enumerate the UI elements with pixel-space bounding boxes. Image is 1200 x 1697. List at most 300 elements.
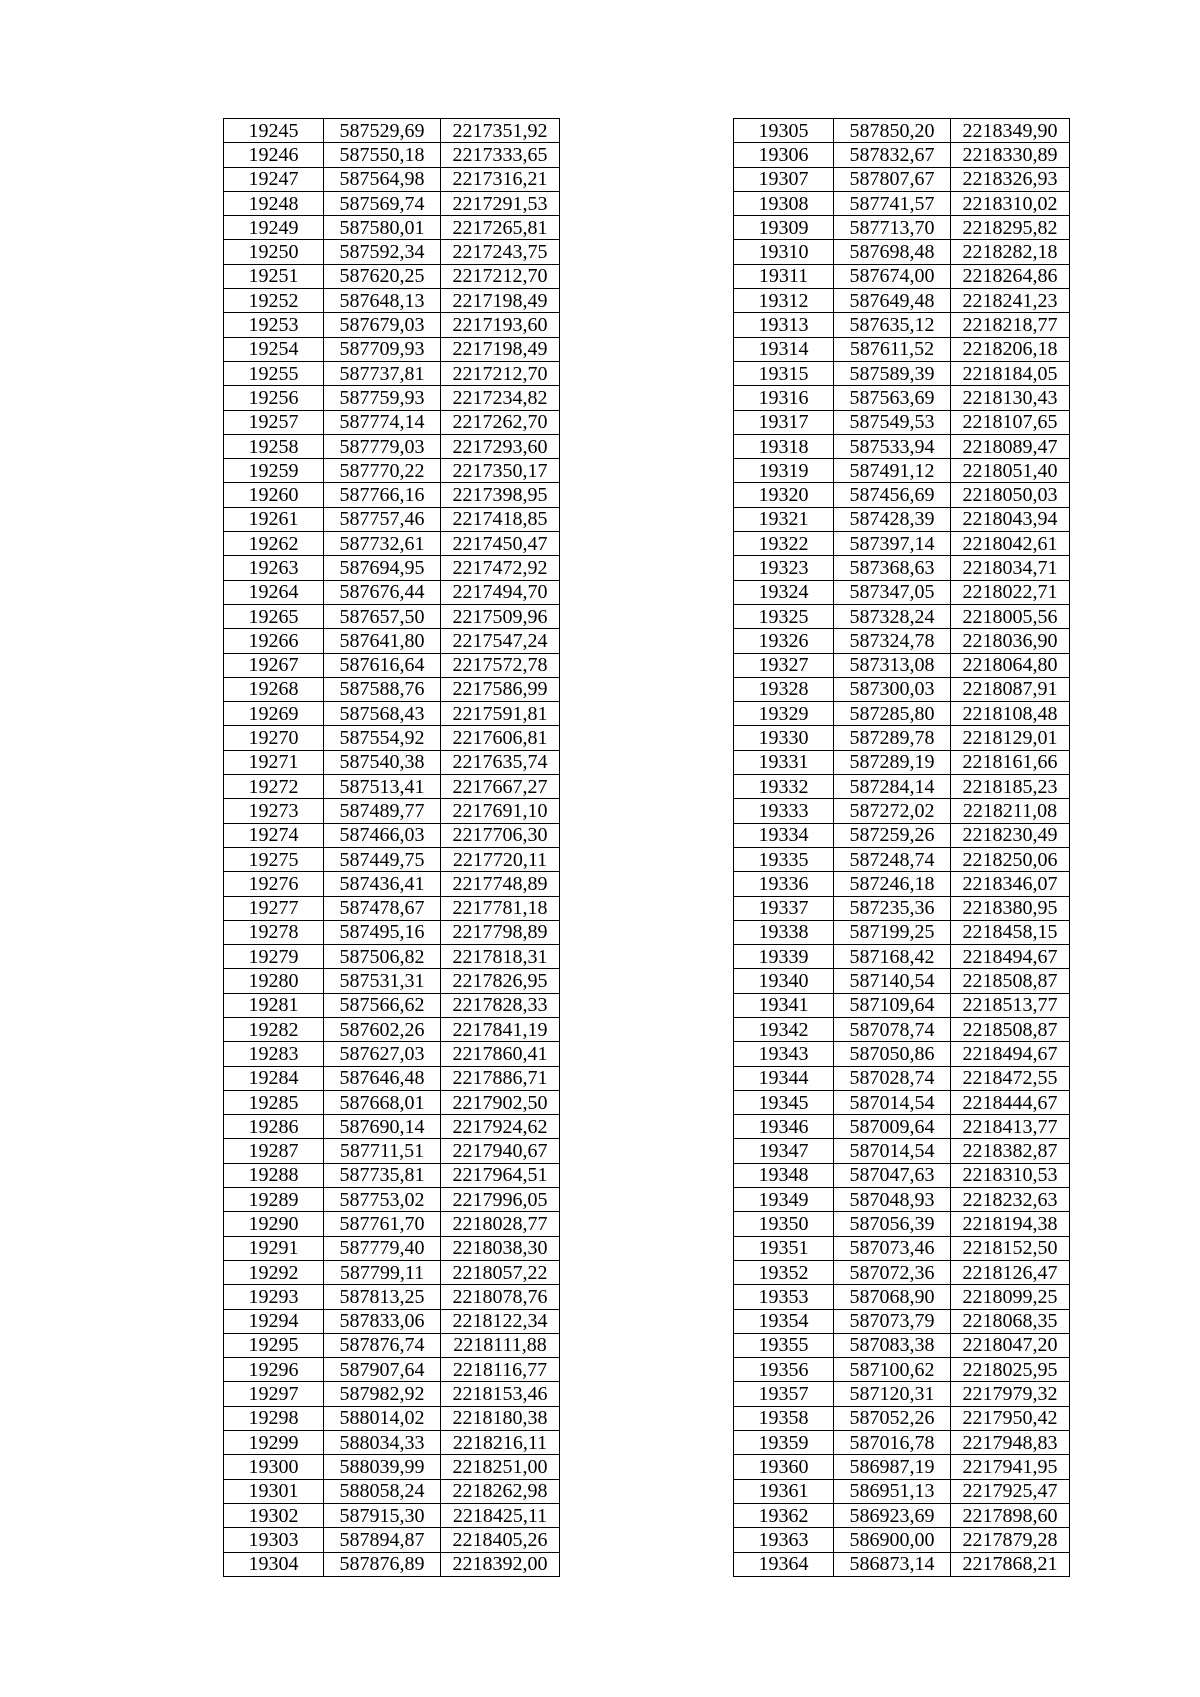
point-id-cell: 19273 xyxy=(224,799,324,823)
y-coordinate-cell: 2217350,17 xyxy=(441,459,560,483)
y-coordinate-cell: 2217781,18 xyxy=(441,896,560,920)
y-coordinate-cell: 2217940,67 xyxy=(441,1139,560,1163)
x-coordinate-cell: 587732,61 xyxy=(324,532,441,556)
table-row xyxy=(224,1188,560,1212)
point-id-cell: 19270 xyxy=(224,726,324,750)
x-coordinate-cell: 588039,99 xyxy=(324,1455,441,1479)
table-row xyxy=(224,337,560,361)
x-coordinate-cell: 587876,74 xyxy=(324,1333,441,1357)
y-coordinate-cell: 2218513,77 xyxy=(951,993,1070,1017)
point-id-cell: 19342 xyxy=(734,1017,834,1041)
point-id-cell: 19246 xyxy=(224,143,324,167)
y-coordinate-cell: 2218051,40 xyxy=(951,459,1070,483)
table-row xyxy=(734,1406,1070,1430)
point-id-cell: 19250 xyxy=(224,240,324,264)
y-coordinate-cell: 2217841,19 xyxy=(441,1017,560,1041)
point-id-cell: 19336 xyxy=(734,872,834,896)
table-row xyxy=(734,629,1070,653)
table-row xyxy=(734,653,1070,677)
y-coordinate-cell: 2218047,20 xyxy=(951,1333,1070,1357)
point-id-cell: 19341 xyxy=(734,993,834,1017)
table-row xyxy=(734,1503,1070,1527)
point-id-cell: 19257 xyxy=(224,410,324,434)
point-id-cell: 19357 xyxy=(734,1382,834,1406)
x-coordinate-cell: 587566,62 xyxy=(324,993,441,1017)
x-coordinate-cell: 587052,26 xyxy=(834,1406,951,1430)
table-row xyxy=(734,799,1070,823)
y-coordinate-cell: 2217979,32 xyxy=(951,1382,1070,1406)
x-coordinate-cell: 587050,86 xyxy=(834,1042,951,1066)
y-coordinate-cell: 2218392,00 xyxy=(441,1552,560,1576)
table-row xyxy=(224,920,560,944)
table-row xyxy=(734,1017,1070,1041)
y-coordinate-cell: 2217450,47 xyxy=(441,532,560,556)
table-row xyxy=(734,1309,1070,1333)
y-coordinate-cell: 2218218,77 xyxy=(951,313,1070,337)
y-coordinate-cell: 2218444,67 xyxy=(951,1090,1070,1114)
x-coordinate-cell: 587120,31 xyxy=(834,1382,951,1406)
table-row xyxy=(224,799,560,823)
y-coordinate-cell: 2217868,21 xyxy=(951,1552,1070,1576)
y-coordinate-cell: 2218472,55 xyxy=(951,1066,1070,1090)
point-id-cell: 19312 xyxy=(734,289,834,313)
y-coordinate-cell: 2217586,99 xyxy=(441,677,560,701)
x-coordinate-cell: 587272,02 xyxy=(834,799,951,823)
table-row xyxy=(734,556,1070,580)
y-coordinate-cell: 2218382,87 xyxy=(951,1139,1070,1163)
y-coordinate-cell: 2218494,67 xyxy=(951,1042,1070,1066)
table-row xyxy=(734,1066,1070,1090)
point-id-cell: 19258 xyxy=(224,434,324,458)
x-coordinate-cell: 587549,53 xyxy=(834,410,951,434)
point-id-cell: 19254 xyxy=(224,337,324,361)
x-coordinate-cell: 587554,92 xyxy=(324,726,441,750)
x-coordinate-cell: 587711,51 xyxy=(324,1139,441,1163)
point-id-cell: 19361 xyxy=(734,1479,834,1503)
table-row xyxy=(224,1260,560,1284)
x-coordinate-cell: 587289,19 xyxy=(834,750,951,774)
table-row xyxy=(224,240,560,264)
x-coordinate-cell: 587774,14 xyxy=(324,410,441,434)
x-coordinate-cell: 587285,80 xyxy=(834,702,951,726)
point-id-cell: 19296 xyxy=(224,1358,324,1382)
point-id-cell: 19356 xyxy=(734,1358,834,1382)
point-id-cell: 19339 xyxy=(734,945,834,969)
table-row xyxy=(734,264,1070,288)
table-row xyxy=(734,847,1070,871)
x-coordinate-cell: 587698,48 xyxy=(834,240,951,264)
y-coordinate-cell: 2217706,30 xyxy=(441,823,560,847)
y-coordinate-cell: 2217667,27 xyxy=(441,775,560,799)
x-coordinate-cell: 587766,16 xyxy=(324,483,441,507)
x-coordinate-cell: 587592,34 xyxy=(324,240,441,264)
x-coordinate-cell: 587807,67 xyxy=(834,167,951,191)
x-coordinate-cell: 587674,00 xyxy=(834,264,951,288)
point-id-cell: 19316 xyxy=(734,386,834,410)
x-coordinate-cell: 587313,08 xyxy=(834,653,951,677)
point-id-cell: 19343 xyxy=(734,1042,834,1066)
point-id-cell: 19307 xyxy=(734,167,834,191)
y-coordinate-cell: 2217635,74 xyxy=(441,750,560,774)
x-coordinate-cell: 586987,19 xyxy=(834,1455,951,1479)
point-id-cell: 19284 xyxy=(224,1066,324,1090)
table-row xyxy=(734,1333,1070,1357)
point-id-cell: 19319 xyxy=(734,459,834,483)
point-id-cell: 19251 xyxy=(224,264,324,288)
y-coordinate-cell: 2218405,26 xyxy=(441,1528,560,1552)
x-coordinate-cell: 587753,02 xyxy=(324,1188,441,1212)
y-coordinate-cell: 2218295,82 xyxy=(951,216,1070,240)
point-id-cell: 19265 xyxy=(224,604,324,628)
x-coordinate-cell: 587569,74 xyxy=(324,191,441,215)
table-row xyxy=(224,1212,560,1236)
table-row xyxy=(224,896,560,920)
x-coordinate-cell: 587550,18 xyxy=(324,143,441,167)
table-row xyxy=(224,361,560,385)
y-coordinate-cell: 2217262,70 xyxy=(441,410,560,434)
table-row xyxy=(224,386,560,410)
y-coordinate-cell: 2218078,76 xyxy=(441,1285,560,1309)
point-id-cell: 19289 xyxy=(224,1188,324,1212)
x-coordinate-cell: 587602,26 xyxy=(324,1017,441,1041)
point-id-cell: 19330 xyxy=(734,726,834,750)
point-id-cell: 19350 xyxy=(734,1212,834,1236)
point-id-cell: 19332 xyxy=(734,775,834,799)
x-coordinate-cell: 587709,93 xyxy=(324,337,441,361)
point-id-cell: 19351 xyxy=(734,1236,834,1260)
x-coordinate-cell: 587489,77 xyxy=(324,799,441,823)
y-coordinate-cell: 2218152,50 xyxy=(951,1236,1070,1260)
y-coordinate-cell: 2218068,35 xyxy=(951,1309,1070,1333)
x-coordinate-cell: 587072,36 xyxy=(834,1260,951,1284)
table-row xyxy=(734,1455,1070,1479)
point-id-cell: 19271 xyxy=(224,750,324,774)
table-row xyxy=(224,775,560,799)
y-coordinate-cell: 2217212,70 xyxy=(441,264,560,288)
y-coordinate-cell: 2218326,93 xyxy=(951,167,1070,191)
table-row xyxy=(734,532,1070,556)
point-id-cell: 19274 xyxy=(224,823,324,847)
y-coordinate-cell: 2217898,60 xyxy=(951,1503,1070,1527)
x-coordinate-cell: 586951,13 xyxy=(834,1479,951,1503)
point-id-cell: 19249 xyxy=(224,216,324,240)
y-coordinate-cell: 2217212,70 xyxy=(441,361,560,385)
point-id-cell: 19291 xyxy=(224,1236,324,1260)
table-row xyxy=(224,1333,560,1357)
y-coordinate-cell: 2218089,47 xyxy=(951,434,1070,458)
y-coordinate-cell: 2218262,98 xyxy=(441,1479,560,1503)
x-coordinate-cell: 587779,03 xyxy=(324,434,441,458)
table-row xyxy=(734,1285,1070,1309)
point-id-cell: 19344 xyxy=(734,1066,834,1090)
x-coordinate-cell: 587894,87 xyxy=(324,1528,441,1552)
point-id-cell: 19292 xyxy=(224,1260,324,1284)
y-coordinate-cell: 2218111,88 xyxy=(441,1333,560,1357)
y-coordinate-cell: 2217494,70 xyxy=(441,580,560,604)
y-coordinate-cell: 2217924,62 xyxy=(441,1115,560,1139)
table-row xyxy=(224,1503,560,1527)
y-coordinate-cell: 2217720,11 xyxy=(441,847,560,871)
table-row xyxy=(734,1188,1070,1212)
x-coordinate-cell: 587770,22 xyxy=(324,459,441,483)
point-id-cell: 19290 xyxy=(224,1212,324,1236)
x-coordinate-cell: 587259,26 xyxy=(834,823,951,847)
y-coordinate-cell: 2217879,28 xyxy=(951,1528,1070,1552)
y-coordinate-cell: 2218180,38 xyxy=(441,1406,560,1430)
y-coordinate-cell: 2218057,22 xyxy=(441,1260,560,1284)
x-coordinate-cell: 587056,39 xyxy=(834,1212,951,1236)
x-coordinate-cell: 587248,74 xyxy=(834,847,951,871)
table-row xyxy=(734,750,1070,774)
y-coordinate-cell: 2218129,01 xyxy=(951,726,1070,750)
y-coordinate-cell: 2217418,85 xyxy=(441,507,560,531)
y-coordinate-cell: 2218099,25 xyxy=(951,1285,1070,1309)
y-coordinate-cell: 2218508,87 xyxy=(951,1017,1070,1041)
x-coordinate-cell: 587540,38 xyxy=(324,750,441,774)
x-coordinate-cell: 587073,46 xyxy=(834,1236,951,1260)
x-coordinate-cell: 587850,20 xyxy=(834,119,951,143)
point-id-cell: 19328 xyxy=(734,677,834,701)
y-coordinate-cell: 2217198,49 xyxy=(441,337,560,361)
x-coordinate-cell: 588058,24 xyxy=(324,1479,441,1503)
point-id-cell: 19317 xyxy=(734,410,834,434)
table-row xyxy=(224,604,560,628)
x-coordinate-cell: 587449,75 xyxy=(324,847,441,871)
table-row xyxy=(224,556,560,580)
table-row xyxy=(224,507,560,531)
y-coordinate-cell: 2218349,90 xyxy=(951,119,1070,143)
y-coordinate-cell: 2218184,05 xyxy=(951,361,1070,385)
point-id-cell: 19355 xyxy=(734,1333,834,1357)
table-row xyxy=(224,1066,560,1090)
y-coordinate-cell: 2218064,80 xyxy=(951,653,1070,677)
point-id-cell: 19261 xyxy=(224,507,324,531)
y-coordinate-cell: 2218038,30 xyxy=(441,1236,560,1260)
table-row xyxy=(734,1431,1070,1455)
point-id-cell: 19264 xyxy=(224,580,324,604)
point-id-cell: 19329 xyxy=(734,702,834,726)
x-coordinate-cell: 587048,93 xyxy=(834,1188,951,1212)
x-coordinate-cell: 587083,38 xyxy=(834,1333,951,1357)
table-row xyxy=(734,289,1070,313)
point-id-cell: 19283 xyxy=(224,1042,324,1066)
y-coordinate-cell: 2217902,50 xyxy=(441,1090,560,1114)
table-row xyxy=(224,1285,560,1309)
x-coordinate-cell: 587735,81 xyxy=(324,1163,441,1187)
y-coordinate-cell: 2217886,71 xyxy=(441,1066,560,1090)
point-id-cell: 19262 xyxy=(224,532,324,556)
x-coordinate-cell: 587016,78 xyxy=(834,1431,951,1455)
table-row xyxy=(224,653,560,677)
table-row xyxy=(224,1455,560,1479)
point-id-cell: 19300 xyxy=(224,1455,324,1479)
table-row xyxy=(734,459,1070,483)
x-coordinate-cell: 587616,64 xyxy=(324,653,441,677)
x-coordinate-cell: 587028,74 xyxy=(834,1066,951,1090)
x-coordinate-cell: 587635,12 xyxy=(834,313,951,337)
table-row xyxy=(224,1382,560,1406)
coordinates-table-right xyxy=(733,118,1070,1577)
point-id-cell: 19335 xyxy=(734,847,834,871)
table-row xyxy=(224,1358,560,1382)
point-id-cell: 19338 xyxy=(734,920,834,944)
table-row xyxy=(224,264,560,288)
y-coordinate-cell: 2217333,65 xyxy=(441,143,560,167)
x-coordinate-cell: 587832,67 xyxy=(834,143,951,167)
y-coordinate-cell: 2217591,81 xyxy=(441,702,560,726)
point-id-cell: 19327 xyxy=(734,653,834,677)
table-row xyxy=(224,1042,560,1066)
table-row xyxy=(224,410,560,434)
y-coordinate-cell: 2218036,90 xyxy=(951,629,1070,653)
x-coordinate-cell: 587694,95 xyxy=(324,556,441,580)
table-row xyxy=(734,361,1070,385)
point-id-cell: 19314 xyxy=(734,337,834,361)
y-coordinate-cell: 2218107,65 xyxy=(951,410,1070,434)
table-row xyxy=(734,1479,1070,1503)
table-row xyxy=(224,1406,560,1430)
y-coordinate-cell: 2218087,91 xyxy=(951,677,1070,701)
point-id-cell: 19280 xyxy=(224,969,324,993)
table-row xyxy=(734,240,1070,264)
x-coordinate-cell: 587646,48 xyxy=(324,1066,441,1090)
point-id-cell: 19287 xyxy=(224,1139,324,1163)
table-row xyxy=(224,1431,560,1455)
point-id-cell: 19286 xyxy=(224,1115,324,1139)
y-coordinate-cell: 2217547,24 xyxy=(441,629,560,653)
x-coordinate-cell: 587737,81 xyxy=(324,361,441,385)
y-coordinate-cell: 2218330,89 xyxy=(951,143,1070,167)
y-coordinate-cell: 2218310,02 xyxy=(951,191,1070,215)
y-coordinate-cell: 2218494,67 xyxy=(951,945,1070,969)
point-id-cell: 19267 xyxy=(224,653,324,677)
y-coordinate-cell: 2217351,92 xyxy=(441,119,560,143)
x-coordinate-cell: 587690,14 xyxy=(324,1115,441,1139)
point-id-cell: 19359 xyxy=(734,1431,834,1455)
table-row xyxy=(734,969,1070,993)
coordinates-table-left xyxy=(223,118,560,1577)
table-row xyxy=(734,507,1070,531)
point-id-cell: 19363 xyxy=(734,1528,834,1552)
x-coordinate-cell: 587589,39 xyxy=(834,361,951,385)
y-coordinate-cell: 2218022,71 xyxy=(951,580,1070,604)
point-id-cell: 19277 xyxy=(224,896,324,920)
point-id-cell: 19331 xyxy=(734,750,834,774)
point-id-cell: 19285 xyxy=(224,1090,324,1114)
x-coordinate-cell: 587491,12 xyxy=(834,459,951,483)
point-id-cell: 19310 xyxy=(734,240,834,264)
table-row xyxy=(734,1139,1070,1163)
table-row xyxy=(224,1236,560,1260)
x-coordinate-cell: 587563,69 xyxy=(834,386,951,410)
x-coordinate-cell: 587235,36 xyxy=(834,896,951,920)
y-coordinate-cell: 2218122,34 xyxy=(441,1309,560,1333)
point-id-cell: 19311 xyxy=(734,264,834,288)
y-coordinate-cell: 2217948,83 xyxy=(951,1431,1070,1455)
table-row xyxy=(224,1017,560,1041)
point-id-cell: 19303 xyxy=(224,1528,324,1552)
y-coordinate-cell: 2217925,47 xyxy=(951,1479,1070,1503)
point-id-cell: 19347 xyxy=(734,1139,834,1163)
y-coordinate-cell: 2217950,42 xyxy=(951,1406,1070,1430)
point-id-cell: 19253 xyxy=(224,313,324,337)
y-coordinate-cell: 2217606,81 xyxy=(441,726,560,750)
y-coordinate-cell: 2218116,77 xyxy=(441,1358,560,1382)
x-coordinate-cell: 587580,01 xyxy=(324,216,441,240)
y-coordinate-cell: 2218126,47 xyxy=(951,1260,1070,1284)
table-row xyxy=(734,386,1070,410)
x-coordinate-cell: 587014,54 xyxy=(834,1139,951,1163)
table-row xyxy=(224,726,560,750)
x-coordinate-cell: 587813,25 xyxy=(324,1285,441,1309)
table-row xyxy=(734,337,1070,361)
point-id-cell: 19256 xyxy=(224,386,324,410)
x-coordinate-cell: 587368,63 xyxy=(834,556,951,580)
x-coordinate-cell: 587068,90 xyxy=(834,1285,951,1309)
point-id-cell: 19245 xyxy=(224,119,324,143)
x-coordinate-cell: 587109,64 xyxy=(834,993,951,1017)
table-row xyxy=(224,1528,560,1552)
table-row xyxy=(224,1090,560,1114)
y-coordinate-cell: 2217265,81 xyxy=(441,216,560,240)
y-coordinate-cell: 2217243,75 xyxy=(441,240,560,264)
y-coordinate-cell: 2217293,60 xyxy=(441,434,560,458)
table-row xyxy=(224,702,560,726)
y-coordinate-cell: 2218458,15 xyxy=(951,920,1070,944)
x-coordinate-cell: 587284,14 xyxy=(834,775,951,799)
point-id-cell: 19278 xyxy=(224,920,324,944)
point-id-cell: 19320 xyxy=(734,483,834,507)
point-id-cell: 19279 xyxy=(224,945,324,969)
table-row xyxy=(224,289,560,313)
table-row xyxy=(224,483,560,507)
table-row xyxy=(224,1479,560,1503)
point-id-cell: 19281 xyxy=(224,993,324,1017)
table-row xyxy=(734,1260,1070,1284)
point-id-cell: 19354 xyxy=(734,1309,834,1333)
y-coordinate-cell: 2217193,60 xyxy=(441,313,560,337)
x-coordinate-cell: 587657,50 xyxy=(324,604,441,628)
table-row xyxy=(224,677,560,701)
point-id-cell: 19345 xyxy=(734,1090,834,1114)
x-coordinate-cell: 587397,14 xyxy=(834,532,951,556)
y-coordinate-cell: 2218250,06 xyxy=(951,847,1070,871)
y-coordinate-cell: 2218050,03 xyxy=(951,483,1070,507)
point-id-cell: 19305 xyxy=(734,119,834,143)
y-coordinate-cell: 2218251,00 xyxy=(441,1455,560,1479)
table-row xyxy=(224,1115,560,1139)
point-id-cell: 19276 xyxy=(224,872,324,896)
x-coordinate-cell: 587833,06 xyxy=(324,1309,441,1333)
point-id-cell: 19318 xyxy=(734,434,834,458)
y-coordinate-cell: 2217826,95 xyxy=(441,969,560,993)
y-coordinate-cell: 2217828,33 xyxy=(441,993,560,1017)
y-coordinate-cell: 2218380,95 xyxy=(951,896,1070,920)
x-coordinate-cell: 587246,18 xyxy=(834,872,951,896)
y-coordinate-cell: 2218185,23 xyxy=(951,775,1070,799)
point-id-cell: 19346 xyxy=(734,1115,834,1139)
table-row xyxy=(734,604,1070,628)
x-coordinate-cell: 587620,25 xyxy=(324,264,441,288)
table-row xyxy=(224,945,560,969)
x-coordinate-cell: 587014,54 xyxy=(834,1090,951,1114)
y-coordinate-cell: 2218153,46 xyxy=(441,1382,560,1406)
y-coordinate-cell: 2218130,43 xyxy=(951,386,1070,410)
y-coordinate-cell: 2218230,49 xyxy=(951,823,1070,847)
table-row xyxy=(734,167,1070,191)
y-coordinate-cell: 2217818,31 xyxy=(441,945,560,969)
table-row xyxy=(734,896,1070,920)
